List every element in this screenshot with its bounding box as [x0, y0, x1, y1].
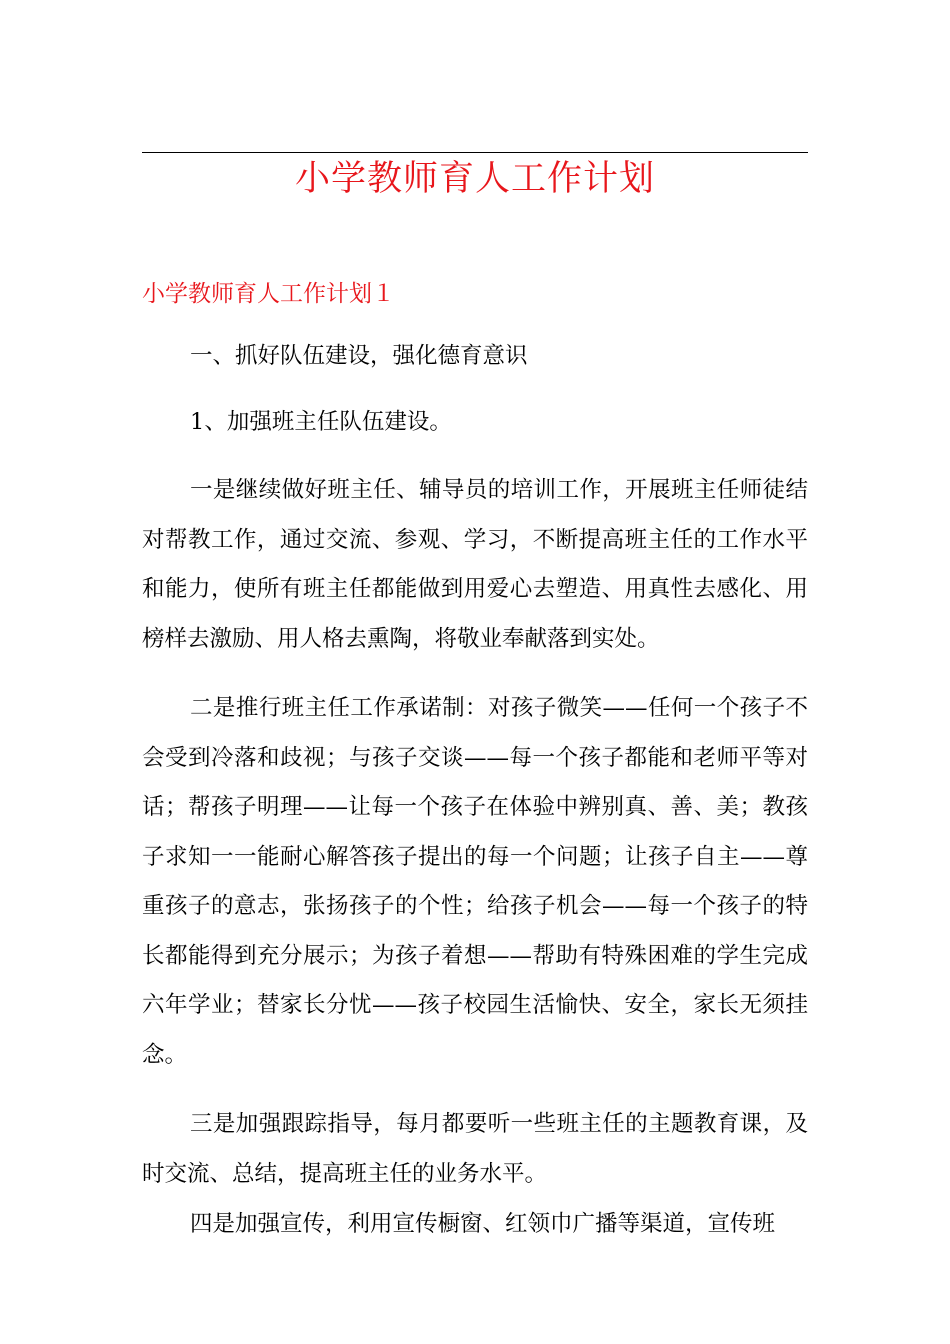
paragraph-3: 三是加强跟踪指导，每月都要听一些班主任的主题教育课，及时交流、总结，提高班主任的业务水平。: [142, 1111, 808, 1187]
paragraph-4: 四是加强宣传，利用宣传橱窗、红领巾广播等渠道，宣传班: [190, 1211, 776, 1237]
header-rule: [142, 152, 808, 153]
paragraph-1: 一是继续做好班主任、辅导员的培训工作，开展班主任师徒结对帮教工作，通过交流、参观、学习，不断提高班主任的工作水平和能力，使所有班主任都能做到用爱心去塑造、用真性去感化、用榜样去激励、用人格去熏陶，将敬业奉献落到实处。: [142, 477, 808, 652]
heading-1: 一、抓好队伍建设，强化德育意识: [190, 343, 528, 369]
paragraph-2: 二是推行班主任工作承诺制：对孩子微笑——任何一个孩子不会受到冷落和歧视；与孩子交谈——每一个孩子都能和老师平等对话；帮孩子明理——让每一个孩子在体验中辨别真、善、美；教孩子求知一一能耐心解答孩子提出的每一个问题；让孩子自主——尊重孩子的意志，张扬孩子的个性；给孩子机会——每一个孩子的特长都能得到充分展示；为孩子着想——帮助有特殊困难的学生完成六年学业；替家长分忧——孩子校园生活愉快、安全，家长无须挂念。: [142, 695, 808, 1068]
subheading-1: 1、加强班主任队伍建设。: [190, 409, 452, 435]
document-title: 小学教师育人工作计划: [294, 159, 655, 199]
section-heading: 小学教师育人工作计划１: [142, 281, 395, 307]
